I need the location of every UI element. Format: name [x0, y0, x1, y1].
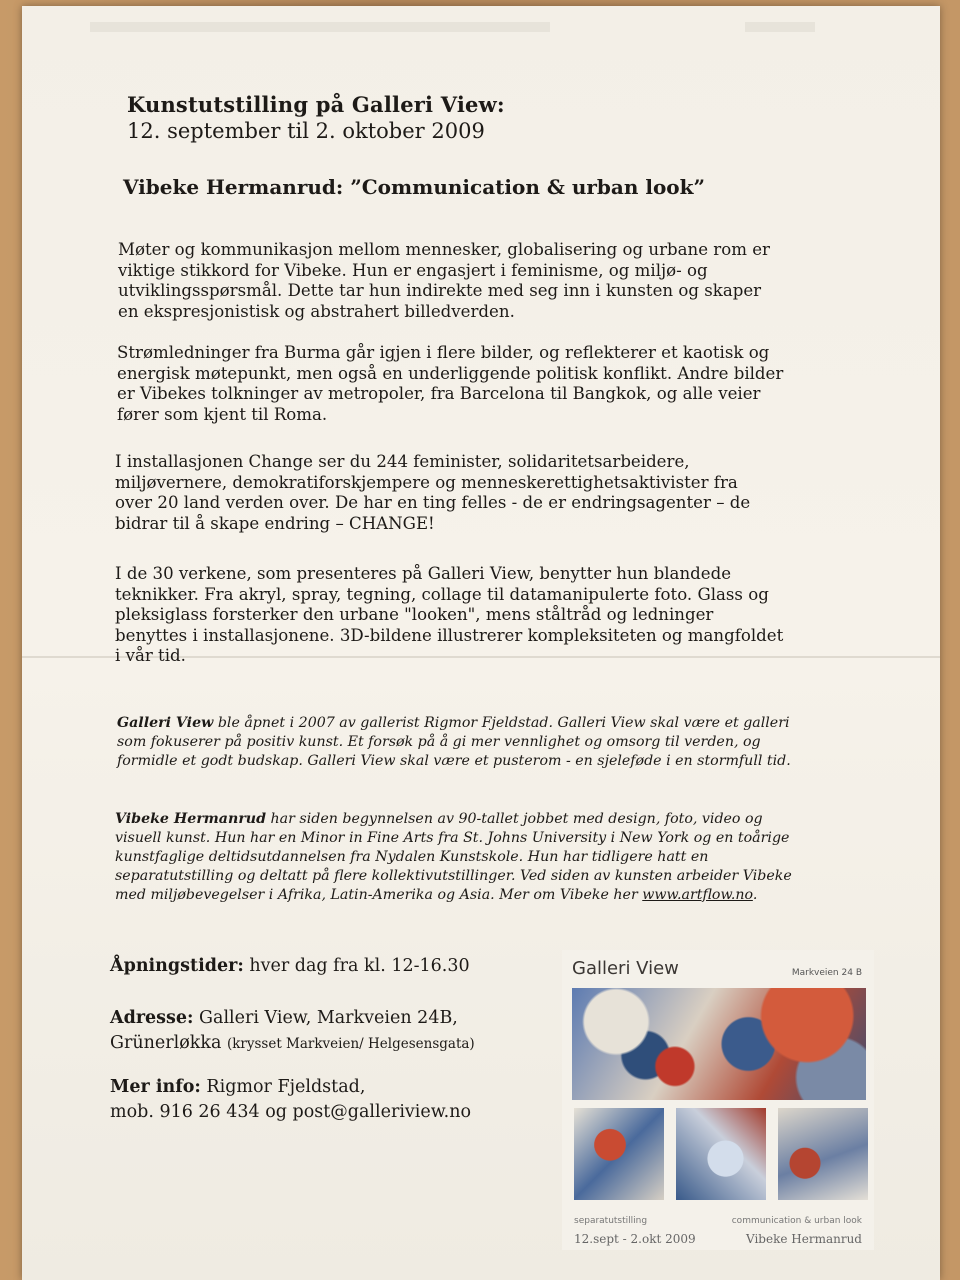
exhibition-heading: Kunstutstilling på Galleri View:: [127, 92, 505, 117]
address-note: (krysset Markveien/ Helgesensgata): [226, 1036, 475, 1052]
artist-note: Vibeke Hermanrud har siden begynnelsen av 90-tallet jobbet med design, foto, video og visuell kunst. Hun har en Minor in Fine Arts fra St. Johns University i New York og en toårige kunstfaglige deltidsutdannelsen fra Nydalen Kunstskole. Hun har tidligere hatt en separatutstilling og deltatt på flere kollektivutstillinger. Ved siden av kunsten arbeider Vibeke med miljøbevegelser i Afrika, Latin-Amerika og Asia. Mer om Vibeke her www.artflow.no.: [115, 811, 792, 903]
show-through-text: [90, 22, 550, 32]
exhibition-poster-image: [562, 950, 874, 1250]
address-label: Adresse:: [110, 1008, 194, 1028]
gallery-note: Galleri View ble åpnet i 2007 av gallerist Rigmor Fjeldstad. Galleri View skal være et galleri som fokuserer på positiv kunst. Et forsøk på å gi mer vennlighet og omsorg til verden, og formidle et godt budskap. Galleri View skal være et pusterom - en sjeleføde i en stormfull tid.: [117, 715, 791, 769]
exhibition-dates: 12. september til 2. oktober 2009: [127, 119, 485, 143]
gallery-name: Galleri View: [117, 715, 214, 731]
artflow-link[interactable]: www.artflow.no: [642, 887, 753, 903]
paragraph-1: Møter og kommunikasjon mellom mennesker, globalisering og urbane rom er viktige stikkord for Vibeke. Hun er engasjert i feminisme, og miljø- og utviklingsspørsmål. Dette tar hun indirekte med seg inn i kunsten og skaper en ekspresjonistisk og abstrahert billedverden.: [118, 240, 770, 321]
contact-name: Rigmor Fjeldstad,: [200, 1077, 366, 1097]
poster-dates: 12.sept - 2.okt 2009: [574, 1232, 696, 1246]
contact-line: mob. 916 26 434 og post@galleriview.no: [110, 1102, 472, 1122]
artwork-thumb: [778, 1108, 868, 1200]
artwork-main: [572, 988, 866, 1100]
poster-footer-left: separatutstilling: [574, 1216, 648, 1226]
artwork-thumb: [574, 1108, 664, 1200]
artwork-thumb: [676, 1108, 766, 1200]
poster-address: Markveien 24 B: [791, 968, 862, 978]
address-value: Galleri View, Markveien 24B,: [193, 1008, 458, 1028]
paragraph-2: Strømledninger fra Burma går igjen i flere bilder, og reflekterer et kaotisk og energisk møtepunkt, men også en underliggende politisk konflikt. Andre bilder er Vibekes tolkninger av metropoler, fra Barcelona til Bangkok, og alle veier fører som kjent til Roma.: [117, 343, 784, 424]
opening-hours: [110, 954, 470, 979]
exhibition-subtitle: Vibeke Hermanrud: ”Communication & urban look”: [123, 175, 706, 199]
contact-block: [110, 1075, 471, 1125]
poster-artist: Vibeke Hermanrud: [746, 1232, 862, 1246]
address-block: Adresse: Galleri View, Markveien 24B, Grünerløkka (krysset Markveien/ Helgesensgata): [110, 1008, 475, 1053]
poster-title: Galleri View: [572, 958, 679, 979]
show-through-text: [745, 22, 815, 32]
artist-name: Vibeke Hermanrud: [115, 811, 267, 827]
more-info-label: Mer info:: [110, 1077, 201, 1097]
hours-label: Åpningstider:: [110, 956, 244, 976]
paragraph-3: I installasjonen Change ser du 244 feminister, solidaritetsarbeidere, miljøvernere, demokratiforskjempere og menneskerettighetsaktivister fra over 20 land verden over. De har en ting felles - de er endringsagenter – de bidrar til å skape endring – CHANGE!: [115, 452, 751, 533]
hours-value: hver dag fra kl. 12-16.30: [243, 956, 470, 976]
poster-footer-right: communication & urban look: [731, 1216, 862, 1226]
paragraph-4: I de 30 verkene, som presenteres på Galleri View, benytter hun blandede teknikker. Fra akryl, spray, tegning, collage til datamanipulerte foto. Glass og pleksiglass forsterker den urbane "looken", mens ståltråd og ledninger benyttes i installasjonene. 3D-bildene illustrerer kompleksiteten og mangfoldet i vår tid.: [115, 564, 784, 666]
